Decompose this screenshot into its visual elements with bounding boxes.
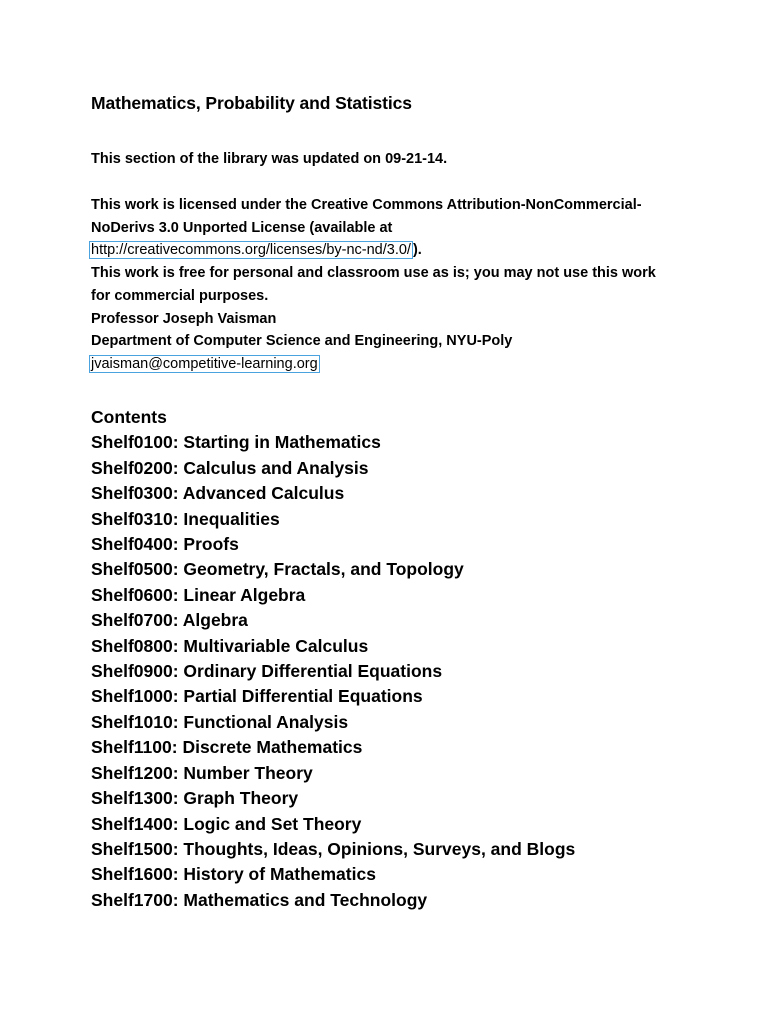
license-line-1: This work is licensed under the Creative Commons Attribution-NonCommercial-: [91, 197, 642, 213]
contents-item: Shelf1000: Partial Differential Equations: [91, 686, 423, 707]
contents-item: Shelf1100: Discrete Mathematics: [91, 737, 363, 758]
contents-item: Shelf0300: Advanced Calculus: [91, 483, 345, 504]
contents-item: Shelf0100: Starting in Mathematics: [91, 432, 381, 453]
contents-item: Shelf0600: Linear Algebra: [91, 584, 306, 605]
contents-item: Shelf0700: Algebra: [91, 610, 248, 631]
license-url-link[interactable]: http://creativecommons.org/licenses/by-nc-nd/3.0/: [91, 242, 411, 259]
contents-item: Shelf0800: Multivariable Calculus: [91, 635, 369, 656]
contents-item: Shelf1010: Functional Analysis: [91, 711, 349, 732]
contents-item: Shelf1500: Thoughts, Ideas, Opinions, Surveys, and Blogs: [91, 838, 576, 859]
license-url-line: [91, 239, 731, 262]
author-name: Professor Joseph Vaisman: [91, 310, 277, 327]
update-notice: This section of the library was updated on 09-21-14.: [91, 151, 448, 167]
contents-item: Shelf1200: Number Theory: [91, 762, 313, 783]
license-line-2: NoDerivs 3.0 Unported License (available at: [91, 219, 393, 236]
free-use-line-1: This work is free for personal and classroom use as is; you may not use this work: [91, 265, 656, 282]
contents-item: Shelf0900: Ordinary Differential Equations: [91, 661, 443, 682]
page-title: Mathematics, Probability and Statistics: [91, 93, 412, 113]
contents-list: [91, 405, 731, 913]
license-url-suffix: ).: [412, 242, 422, 259]
contents-item: Shelf1300: Graph Theory: [91, 788, 299, 809]
contents-item: Shelf0200: Calculus and Analysis: [91, 457, 369, 478]
contents-item: Shelf0500: Geometry, Fractals, and Topology: [91, 559, 464, 580]
contents-item: Shelf0310: Inequalities: [91, 508, 280, 529]
contents-item: Shelf1700: Mathematics and Technology: [91, 889, 428, 910]
author-department: Department of Computer Science and Engineering, NYU-Poly: [91, 333, 513, 350]
email-link[interactable]: jvaisman@competitive-learning.org: [91, 355, 318, 372]
free-use-line-2: for commercial purposes.: [91, 287, 269, 304]
contents-item: Shelf1400: Logic and Set Theory: [91, 813, 362, 834]
license-block: [91, 194, 731, 376]
email-line: [91, 353, 731, 376]
contents-item: Shelf1600: History of Mathematics: [91, 864, 376, 885]
contents-item: Shelf0400: Proofs: [91, 534, 239, 555]
contents-heading: Contents: [91, 407, 167, 427]
